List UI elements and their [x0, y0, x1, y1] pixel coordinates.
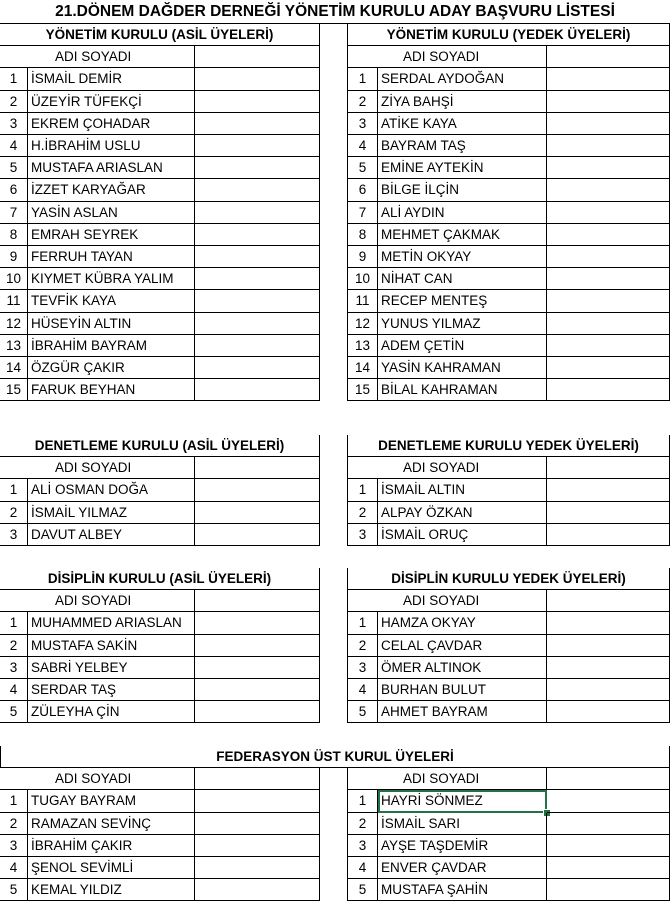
row-number[interactable]: 13: [0, 335, 28, 357]
row-number[interactable]: 4: [347, 135, 378, 157]
member-name-cell[interactable]: FARUK BEYHAN: [28, 379, 195, 401]
empty-cell[interactable]: [195, 157, 320, 179]
column-header-left[interactable]: ADI SOYADI: [0, 457, 195, 479]
row-number[interactable]: 2: [0, 502, 28, 524]
row-number[interactable]: 2: [347, 91, 378, 113]
row-number[interactable]: 4: [0, 135, 28, 157]
member-name-cell[interactable]: RECEP MENTEŞ: [378, 290, 547, 312]
row-number[interactable]: 3: [0, 113, 28, 135]
member-name-cell[interactable]: ENVER ÇAVDAR: [378, 857, 547, 879]
empty-cell[interactable]: [547, 268, 670, 290]
empty-cell[interactable]: [195, 479, 320, 501]
row-number[interactable]: 15: [0, 379, 28, 401]
row-number[interactable]: 13: [347, 335, 378, 357]
row-number[interactable]: 5: [347, 879, 378, 901]
member-name-cell[interactable]: ÖZGÜR ÇAKIR: [28, 357, 195, 379]
member-name-cell[interactable]: MUSTAFA SAKİN: [28, 635, 195, 657]
row-number[interactable]: 12: [347, 313, 378, 335]
member-name-cell[interactable]: İSMAİL ALTIN: [378, 479, 547, 501]
row-number[interactable]: 4: [0, 857, 28, 879]
member-name-cell[interactable]: H.İBRAHİM USLU: [28, 135, 195, 157]
section-heading-left[interactable]: DENETLEME KURULU (ASİL ÜYELERİ): [0, 435, 320, 457]
empty-cell[interactable]: [547, 835, 670, 857]
row-number[interactable]: 8: [347, 224, 378, 246]
row-number[interactable]: 3: [0, 835, 28, 857]
section-heading-right[interactable]: DİSİPLİN KURULU YEDEK ÜYELERİ): [347, 568, 670, 590]
member-name-cell[interactable]: KIYMET KÜBRA YALIM: [28, 268, 195, 290]
member-name-cell[interactable]: ŞENOL SEVİMLİ: [28, 857, 195, 879]
empty-cell[interactable]: [195, 635, 320, 657]
empty-cell[interactable]: [195, 612, 320, 634]
empty-cell[interactable]: [547, 68, 670, 90]
empty-header-cell-left[interactable]: [195, 768, 320, 790]
row-number[interactable]: 3: [347, 113, 378, 135]
row-number[interactable]: 3: [0, 657, 28, 679]
empty-cell[interactable]: [547, 335, 670, 357]
member-name-cell[interactable]: NİHAT CAN: [378, 268, 547, 290]
empty-cell[interactable]: [547, 179, 670, 201]
member-name-cell[interactable]: BURHAN BULUT: [378, 679, 547, 701]
empty-cell[interactable]: [547, 635, 670, 657]
member-name-cell[interactable]: AYŞE TAŞDEMİR: [378, 835, 547, 857]
member-name-cell[interactable]: EMRAH SEYREK: [28, 224, 195, 246]
member-name-cell[interactable]: CELAL ÇAVDAR: [378, 635, 547, 657]
member-name-cell[interactable]: ALPAY ÖZKAN: [378, 502, 547, 524]
row-number[interactable]: 2: [0, 91, 28, 113]
empty-header-cell-right[interactable]: [547, 46, 670, 68]
row-number[interactable]: 2: [347, 502, 378, 524]
empty-cell[interactable]: [195, 246, 320, 268]
member-name-cell[interactable]: FERRUH TAYAN: [28, 246, 195, 268]
row-number[interactable]: 2: [347, 635, 378, 657]
empty-cell[interactable]: [195, 835, 320, 857]
member-name-cell[interactable]: SERDAR TAŞ: [28, 679, 195, 701]
empty-header-cell-right[interactable]: [547, 590, 670, 612]
member-name-cell[interactable]: BAYRAM TAŞ: [378, 135, 547, 157]
row-number[interactable]: 10: [0, 268, 28, 290]
member-name-cell[interactable]: YASİN KAHRAMAN: [378, 357, 547, 379]
member-name-cell[interactable]: SABRİ YELBEY: [28, 657, 195, 679]
row-number[interactable]: 1: [347, 790, 378, 812]
member-name-cell[interactable]: SERDAL AYDOĞAN: [378, 68, 547, 90]
member-name-cell[interactable]: BİLGE İLÇİN: [378, 179, 547, 201]
empty-cell[interactable]: [547, 357, 670, 379]
empty-cell[interactable]: [195, 879, 320, 901]
row-number[interactable]: 2: [347, 813, 378, 835]
member-name-cell[interactable]: TEVFİK KAYA: [28, 290, 195, 312]
member-name-cell[interactable]: YUNUS YILMAZ: [378, 313, 547, 335]
member-name-cell[interactable]: EMİNE AYTEKİN: [378, 157, 547, 179]
row-number[interactable]: 5: [0, 701, 28, 723]
row-number[interactable]: 4: [347, 679, 378, 701]
member-name-cell[interactable]: MEHMET ÇAKMAK: [378, 224, 547, 246]
section-heading-right[interactable]: YÖNETİM KURULU (YEDEK ÜYELERİ): [347, 24, 670, 46]
empty-cell[interactable]: [547, 879, 670, 901]
row-number[interactable]: 15: [347, 379, 378, 401]
member-name-cell[interactable]: HAMZA OKYAY: [378, 612, 547, 634]
row-number[interactable]: 1: [0, 479, 28, 501]
empty-cell[interactable]: [547, 91, 670, 113]
member-name-cell[interactable]: ZİYA BAHŞİ: [378, 91, 547, 113]
empty-cell[interactable]: [547, 313, 670, 335]
row-number[interactable]: 8: [0, 224, 28, 246]
row-number[interactable]: 12: [0, 313, 28, 335]
member-name-cell[interactable]: MUSTAFA ŞAHİN: [378, 879, 547, 901]
row-number[interactable]: 14: [0, 357, 28, 379]
empty-cell[interactable]: [547, 857, 670, 879]
empty-cell[interactable]: [195, 813, 320, 835]
member-name-cell[interactable]: ALİ AYDIN: [378, 202, 547, 224]
empty-cell[interactable]: [195, 202, 320, 224]
member-name-cell[interactable]: ATİKE KAYA: [378, 113, 547, 135]
member-name-cell[interactable]: BİLAL KAHRAMAN: [378, 379, 547, 401]
empty-cell[interactable]: [195, 657, 320, 679]
row-number[interactable]: 5: [0, 879, 28, 901]
row-number[interactable]: 9: [347, 246, 378, 268]
empty-cell[interactable]: [195, 113, 320, 135]
empty-cell[interactable]: [547, 612, 670, 634]
empty-cell[interactable]: [547, 135, 670, 157]
member-name-cell[interactable]: EKREM ÇOHADAR: [28, 113, 195, 135]
empty-cell[interactable]: [547, 479, 670, 501]
empty-cell[interactable]: [547, 679, 670, 701]
column-header-right[interactable]: ADI SOYADI: [347, 46, 547, 68]
member-name-cell[interactable]: İBRAHİM ÇAKIR: [28, 835, 195, 857]
section-heading-right[interactable]: DENETLEME KURULU YEDEK ÜYELERİ): [347, 435, 670, 457]
row-number[interactable]: 4: [347, 857, 378, 879]
member-name-cell[interactable]: KEMAL YILDIZ: [28, 879, 195, 901]
empty-header-cell-right[interactable]: [547, 768, 670, 790]
member-name-cell[interactable]: TUGAY BAYRAM: [28, 790, 195, 812]
column-header-left[interactable]: ADI SOYADI: [0, 590, 195, 612]
row-number[interactable]: 7: [0, 202, 28, 224]
row-number[interactable]: 1: [347, 479, 378, 501]
row-number[interactable]: 14: [347, 357, 378, 379]
empty-header-cell-left[interactable]: [195, 457, 320, 479]
member-name-cell[interactable]: MUSTAFA ARIASLAN: [28, 157, 195, 179]
row-number[interactable]: 11: [347, 290, 378, 312]
empty-cell[interactable]: [195, 224, 320, 246]
row-number[interactable]: 6: [347, 179, 378, 201]
member-name-cell[interactable]: YASİN ASLAN: [28, 202, 195, 224]
empty-cell[interactable]: [547, 657, 670, 679]
member-name-cell[interactable]: İSMAİL YILMAZ: [28, 502, 195, 524]
empty-cell[interactable]: [547, 502, 670, 524]
empty-cell[interactable]: [195, 179, 320, 201]
row-number[interactable]: 7: [347, 202, 378, 224]
empty-cell[interactable]: [195, 290, 320, 312]
empty-cell[interactable]: [195, 524, 320, 546]
member-name-cell[interactable]: ÜZEYİR TÜFEKÇİ: [28, 91, 195, 113]
empty-cell[interactable]: [195, 357, 320, 379]
column-header-left[interactable]: ADI SOYADI: [0, 768, 195, 790]
empty-header-cell-left[interactable]: [195, 590, 320, 612]
column-header-left[interactable]: ADI SOYADI: [0, 46, 195, 68]
empty-header-cell-right[interactable]: [547, 457, 670, 479]
empty-cell[interactable]: [195, 313, 320, 335]
empty-cell[interactable]: [547, 246, 670, 268]
row-number[interactable]: 5: [0, 157, 28, 179]
selected-cell[interactable]: HAYRİ SÖNMEZ: [378, 790, 547, 812]
row-number[interactable]: 3: [347, 835, 378, 857]
empty-cell[interactable]: [547, 524, 670, 546]
row-number[interactable]: 6: [0, 179, 28, 201]
member-name-cell[interactable]: İSMAİL ORUÇ: [378, 524, 547, 546]
row-number[interactable]: 5: [347, 701, 378, 723]
row-number[interactable]: 1: [347, 612, 378, 634]
row-number[interactable]: 10: [347, 268, 378, 290]
row-number[interactable]: 9: [0, 246, 28, 268]
member-name-cell[interactable]: İBRAHİM BAYRAM: [28, 335, 195, 357]
empty-cell[interactable]: [547, 113, 670, 135]
column-header-right[interactable]: ADI SOYADI: [347, 590, 547, 612]
empty-cell[interactable]: [195, 701, 320, 723]
empty-cell[interactable]: [195, 68, 320, 90]
row-number[interactable]: 3: [347, 657, 378, 679]
member-name-cell[interactable]: İZZET KARYAĞAR: [28, 179, 195, 201]
member-name-cell[interactable]: İSMAİL DEMİR: [28, 68, 195, 90]
empty-cell[interactable]: [547, 790, 670, 812]
row-number[interactable]: 2: [0, 635, 28, 657]
sheet-title[interactable]: 21.DÖNEM DAĞDER DERNEĞİ YÖNETİM KURULU ADAY BAŞVURU LİSTESİ: [0, 0, 670, 24]
member-name-cell[interactable]: ALİ OSMAN DOĞA: [28, 479, 195, 501]
row-number[interactable]: 1: [347, 68, 378, 90]
empty-cell[interactable]: [195, 268, 320, 290]
empty-cell[interactable]: [195, 790, 320, 812]
row-number[interactable]: 1: [0, 68, 28, 90]
section-heading-left[interactable]: DİSİPLİN KURULU (ASİL ÜYELERİ): [0, 568, 320, 590]
empty-cell[interactable]: [195, 379, 320, 401]
empty-cell[interactable]: [195, 857, 320, 879]
empty-cell[interactable]: [195, 502, 320, 524]
row-number[interactable]: 2: [0, 813, 28, 835]
member-name-cell[interactable]: MUHAMMED ARIASLAN: [28, 612, 195, 634]
row-number[interactable]: 3: [0, 524, 28, 546]
member-name-cell[interactable]: METİN OKYAY: [378, 246, 547, 268]
row-number[interactable]: 4: [0, 679, 28, 701]
row-number[interactable]: 1: [0, 612, 28, 634]
empty-cell[interactable]: [547, 290, 670, 312]
empty-cell[interactable]: [195, 91, 320, 113]
column-header-right[interactable]: ADI SOYADI: [347, 768, 547, 790]
member-name-cell[interactable]: ZÜLEYHA ÇİN: [28, 701, 195, 723]
member-name-cell[interactable]: AHMET BAYRAM: [378, 701, 547, 723]
member-name-cell[interactable]: İSMAİL SARI: [378, 813, 547, 835]
empty-cell[interactable]: [547, 202, 670, 224]
empty-cell[interactable]: [195, 679, 320, 701]
empty-cell[interactable]: [547, 157, 670, 179]
member-name-cell[interactable]: HÜSEYİN ALTIN: [28, 313, 195, 335]
empty-cell[interactable]: [195, 335, 320, 357]
row-number[interactable]: 11: [0, 290, 28, 312]
member-name-cell[interactable]: ADEM ÇETİN: [378, 335, 547, 357]
empty-cell[interactable]: [547, 379, 670, 401]
empty-cell[interactable]: [195, 135, 320, 157]
section-heading[interactable]: FEDERASYON ÜST KURUL ÜYELERİ: [0, 746, 670, 768]
empty-cell[interactable]: [547, 701, 670, 723]
row-number[interactable]: 1: [0, 790, 28, 812]
empty-header-cell-left[interactable]: [195, 46, 320, 68]
column-header-right[interactable]: ADI SOYADI: [347, 457, 547, 479]
empty-cell[interactable]: [547, 813, 670, 835]
row-number[interactable]: 3: [347, 524, 378, 546]
member-name-cell[interactable]: ÖMER ALTINOK: [378, 657, 547, 679]
member-name-cell[interactable]: DAVUT ALBEY: [28, 524, 195, 546]
row-number[interactable]: 5: [347, 157, 378, 179]
member-name-cell[interactable]: RAMAZAN SEVİNÇ: [28, 813, 195, 835]
section-heading-left[interactable]: YÖNETİM KURULU (ASİL ÜYELERİ): [0, 24, 320, 46]
empty-cell[interactable]: [547, 224, 670, 246]
